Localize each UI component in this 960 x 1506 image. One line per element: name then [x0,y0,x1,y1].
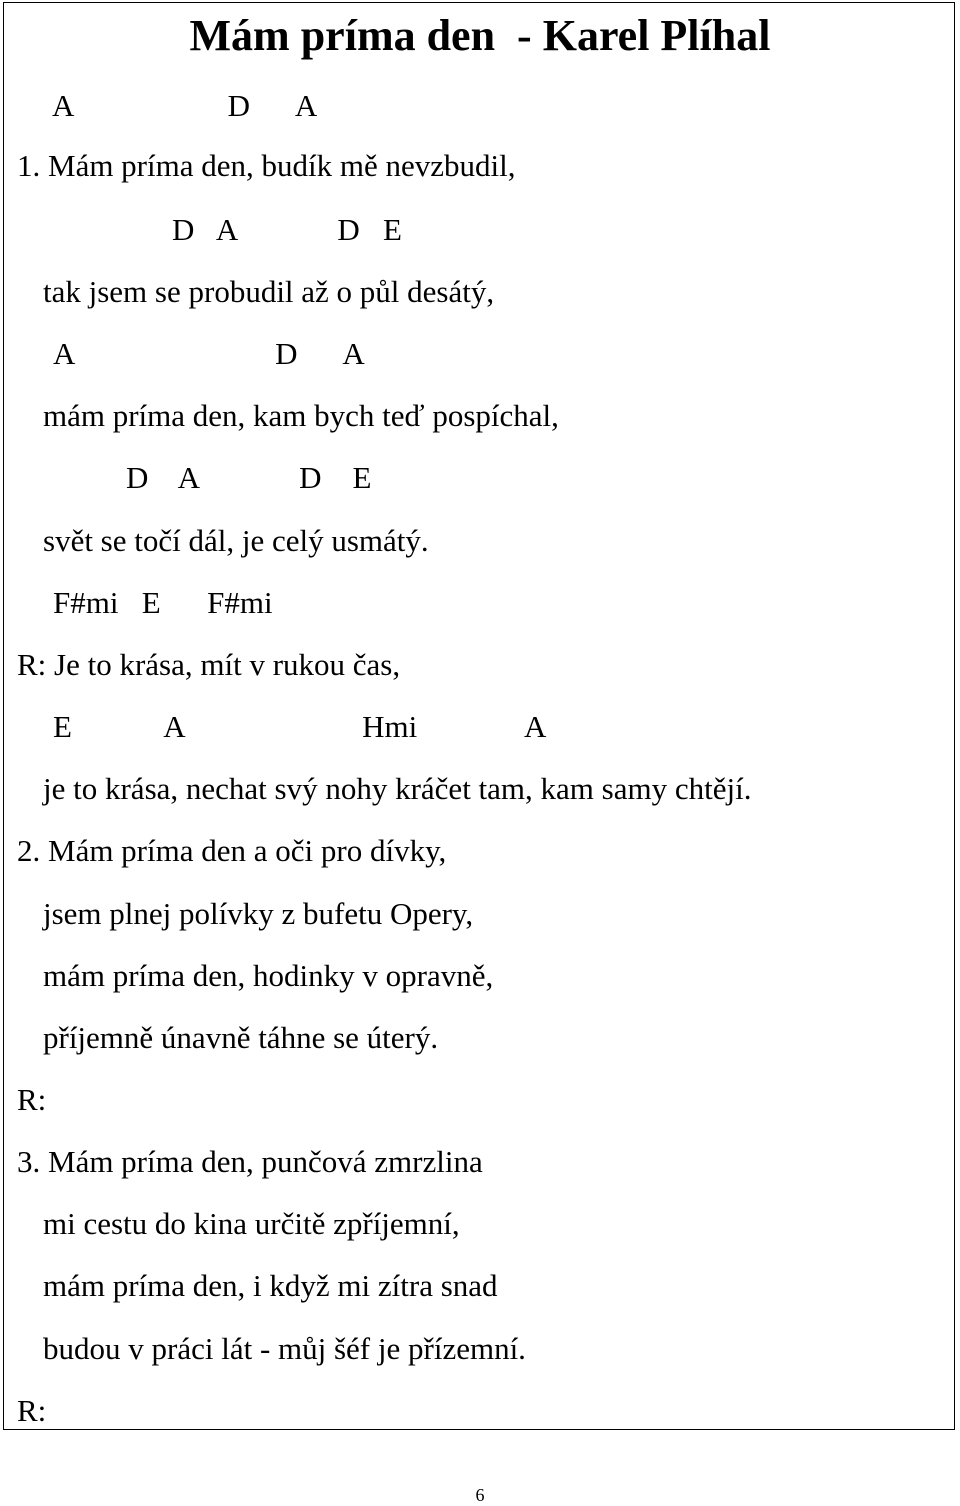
lyric-line: mám príma den, hodinky v opravně, [43,958,494,993]
lyric-line: 1. Mám príma den, budík mě nevzbudil, [17,148,516,183]
chord-line: A D A [53,336,365,371]
lyric-line: budou v práci lát - můj šéf je přízemní. [43,1331,526,1366]
lyric-line: tak jsem se probudil až o půl desátý, [43,274,495,309]
refrain-marker: R: [17,1082,47,1117]
lyric-line: R: Je to krása, mít v rukou čas, [17,647,401,682]
lyric-line: mám príma den, i když mi zítra snad [43,1268,498,1303]
page-number: 6 [475,1485,485,1505]
lyric-line: svět se točí dál, je celý usmátý. [43,523,429,558]
lyric-line: mám príma den, kam bych teď pospíchal, [43,398,559,433]
refrain-marker: R: [17,1393,47,1428]
lyric-line: mi cestu do kina určitě zpříjemní, [43,1206,460,1241]
song-title: Mám príma den - Karel Plíhal [189,11,771,60]
lyric-line: příjemně únavně táhne se úterý. [43,1020,439,1055]
lyric-line: jsem plnej polívky z bufetu Opery, [43,896,474,931]
chord-line: D A D E [172,212,402,247]
chord-line: F#mi E F#mi [53,585,273,620]
lyric-line: 2. Mám príma den a oči pro dívky, [17,833,447,868]
chord-line: D A D E [126,460,372,495]
lyric-line: je to krása, nechat svý nohy kráčet tam, kam samy chtějí. [43,771,752,806]
lyric-line: 3. Mám príma den, punčová zmrzlina [17,1144,483,1179]
chord-line: A D A [52,88,318,123]
chord-line: E A Hmi A [53,709,547,744]
